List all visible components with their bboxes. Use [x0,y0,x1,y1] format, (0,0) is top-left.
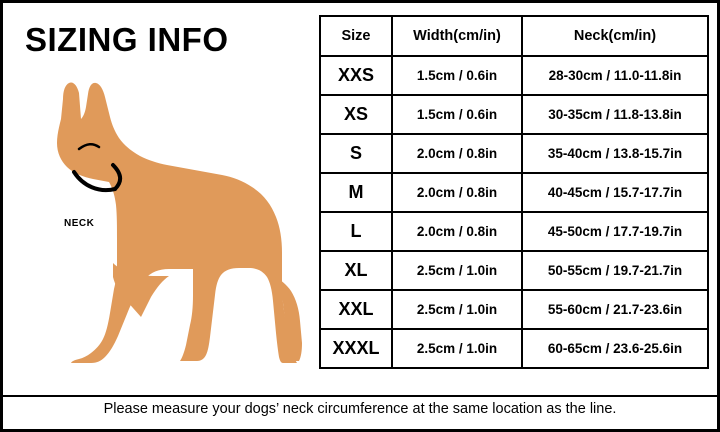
cell-neck: 35-40cm / 13.8-15.7in [522,134,708,173]
cell-size: XXXL [320,329,392,368]
table-row [320,95,708,134]
cell-width: 2.0cm / 0.8in [392,173,522,212]
cell-size: XS [320,95,392,134]
cell-neck: 50-55cm / 19.7-21.7in [522,251,708,290]
footer-note: Please measure your dogs’ neck circumference at the same location as the line. [103,401,617,417]
table-row [320,212,708,251]
table-row [320,251,708,290]
footer-divider [3,395,717,397]
cell-neck: 40-45cm / 15.7-17.7in [522,173,708,212]
column-header-width: Width(cm/in) [392,16,522,56]
cell-neck: 30-35cm / 11.8-13.8in [522,95,708,134]
column-header-size: Size [320,16,392,56]
dog-svg [17,81,307,366]
table-row [320,329,708,368]
cell-width: 2.5cm / 1.0in [392,329,522,368]
page-title: SIZING INFO [25,21,229,58]
table-row [320,134,708,173]
table-row [320,290,708,329]
cell-width: 2.5cm / 1.0in [392,290,522,329]
size-chart-table [319,15,709,369]
cell-neck: 28-30cm / 11.0-11.8in [522,56,708,95]
cell-size: S [320,134,392,173]
dog-illustration [17,81,307,366]
cell-size: XL [320,251,392,290]
table-row [320,173,708,212]
cell-size: XXL [320,290,392,329]
table-header-row [320,16,708,56]
cell-neck: 60-65cm / 23.6-25.6in [522,329,708,368]
table-row [320,56,708,95]
neck-label: NECK [64,218,95,229]
cell-size: M [320,173,392,212]
cell-width: 2.0cm / 0.8in [392,212,522,251]
cell-width: 2.5cm / 1.0in [392,251,522,290]
column-header-neck: Neck(cm/in) [522,16,708,56]
cell-neck: 45-50cm / 17.7-19.7in [522,212,708,251]
left-panel [3,3,313,393]
cell-width: 1.5cm / 0.6in [392,56,522,95]
cell-size: L [320,212,392,251]
cell-width: 2.0cm / 0.8in [392,134,522,173]
cell-neck: 55-60cm / 21.7-23.6in [522,290,708,329]
cell-size: XXS [320,56,392,95]
cell-width: 1.5cm / 0.6in [392,95,522,134]
